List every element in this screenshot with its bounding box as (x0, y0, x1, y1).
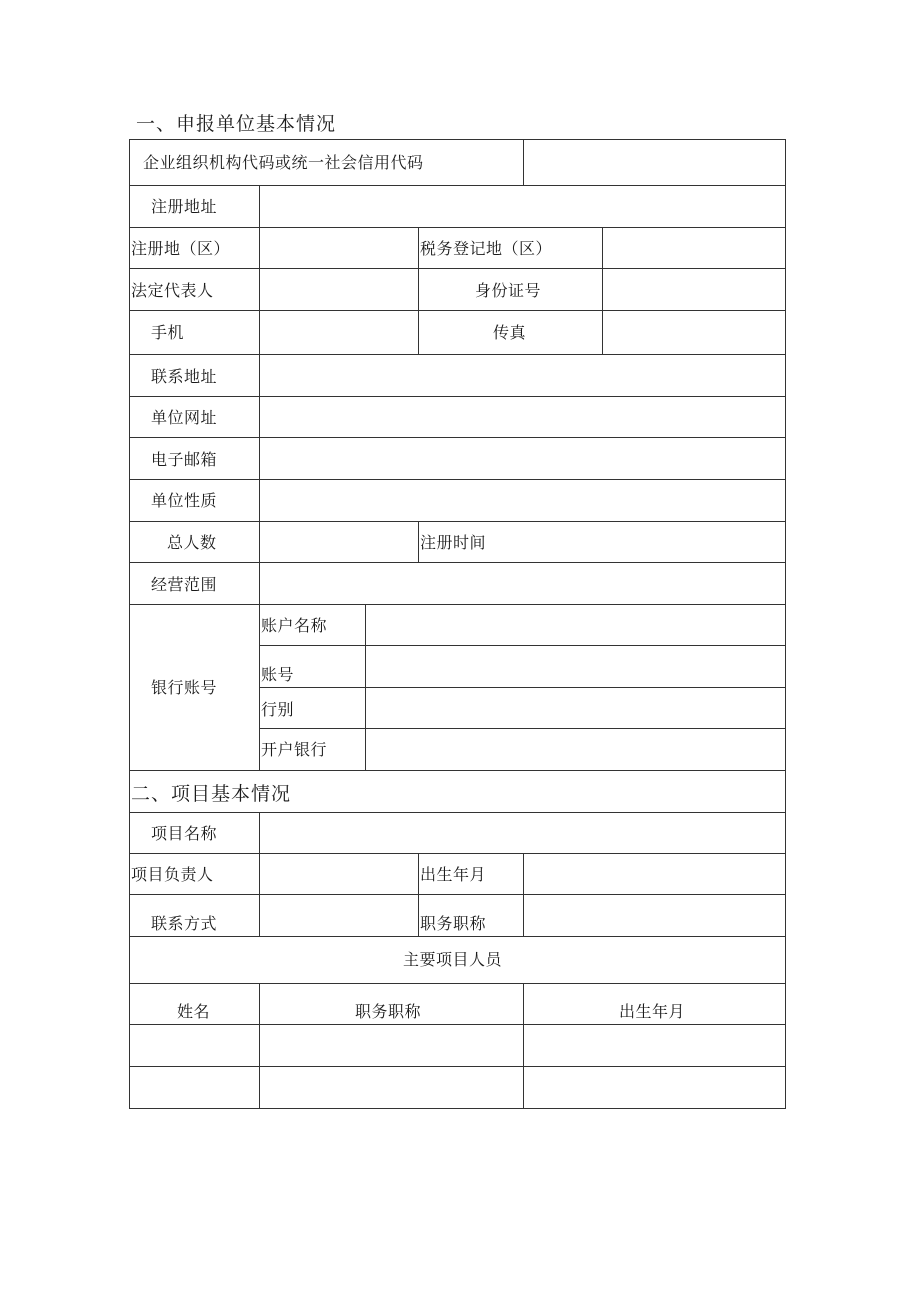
id-number-label: 身份证号 (475, 281, 542, 300)
reg-district-label: 注册地（区） (131, 239, 231, 258)
staff-name-cell[interactable] (130, 1025, 259, 1066)
project-leader-field[interactable] (260, 854, 418, 894)
tax-district-label: 税务登记地（区） (420, 239, 553, 258)
account-name-label: 账户名称 (261, 616, 328, 635)
col-divider (418, 521, 419, 562)
credit-code-field[interactable] (524, 140, 785, 185)
mobile-field[interactable] (260, 311, 418, 354)
legal-rep-label: 法定代表人 (131, 281, 214, 300)
total-staff-field[interactable] (260, 522, 418, 562)
project-name-label: 项目名称 (151, 824, 218, 843)
col-name-header: 姓名 (177, 1002, 211, 1021)
reg-address-label: 注册地址 (151, 197, 218, 216)
legal-rep-field[interactable] (260, 269, 418, 310)
birth-label: 出生年月 (420, 865, 487, 884)
main-staff-label: 主要项目人员 (403, 950, 503, 969)
open-bank-label: 开户银行 (261, 740, 328, 759)
credit-code-label: 企业组织机构代码或统一社会信用代码 (143, 153, 424, 172)
col-title-header: 职务职称 (355, 1002, 422, 1021)
contact-address-field[interactable] (260, 355, 785, 396)
website-label: 单位网址 (151, 408, 218, 427)
account-no-field[interactable] (366, 646, 785, 687)
staff-title-cell[interactable] (260, 1025, 523, 1066)
unit-nature-label: 单位性质 (151, 491, 218, 510)
contact-address-label: 联系地址 (151, 367, 218, 386)
website-field[interactable] (260, 397, 785, 437)
unit-nature-field[interactable] (260, 480, 785, 521)
title-label: 职务职称 (420, 914, 487, 933)
tax-district-field[interactable] (603, 228, 785, 268)
id-number-field[interactable] (603, 269, 785, 310)
section2-heading: 二、项目基本情况 (131, 783, 292, 805)
col-divider (418, 853, 419, 936)
col-birth-header: 出生年月 (619, 1002, 686, 1021)
staff-name-cell[interactable] (130, 1067, 259, 1108)
account-no-label: 账号 (261, 665, 295, 684)
project-name-field[interactable] (260, 813, 785, 853)
birth-field[interactable] (524, 854, 785, 894)
open-bank-field[interactable] (366, 729, 785, 770)
email-field[interactable] (260, 438, 785, 479)
bank-type-label: 行别 (261, 700, 295, 719)
section1-heading: 一、申报单位基本情况 (136, 113, 337, 135)
col-divider (418, 227, 419, 354)
bank-type-field[interactable] (366, 688, 785, 728)
bank-account-label: 银行账号 (151, 678, 218, 697)
contact-field[interactable] (260, 895, 418, 936)
staff-birth-cell[interactable] (524, 1067, 785, 1108)
staff-birth-cell[interactable] (524, 1025, 785, 1066)
title-field[interactable] (524, 895, 785, 936)
business-scope-field[interactable] (260, 563, 785, 604)
reg-time-field[interactable] (498, 522, 785, 562)
email-label: 电子邮箱 (151, 450, 218, 469)
row-divider (129, 983, 786, 984)
reg-address-field[interactable] (260, 186, 785, 227)
staff-title-cell[interactable] (260, 1067, 523, 1108)
reg-district-field[interactable] (260, 228, 418, 268)
contact-label: 联系方式 (151, 914, 218, 933)
business-scope-label: 经营范围 (151, 575, 218, 594)
fax-field[interactable] (603, 311, 785, 354)
fax-label: 传真 (493, 323, 527, 342)
row-divider (129, 770, 786, 771)
project-leader-label: 项目负责人 (131, 865, 214, 884)
account-name-field[interactable] (366, 605, 785, 645)
row-divider (129, 936, 786, 937)
reg-time-label: 注册时间 (420, 533, 487, 552)
mobile-label: 手机 (151, 323, 185, 342)
total-staff-label: 总人数 (167, 533, 217, 552)
